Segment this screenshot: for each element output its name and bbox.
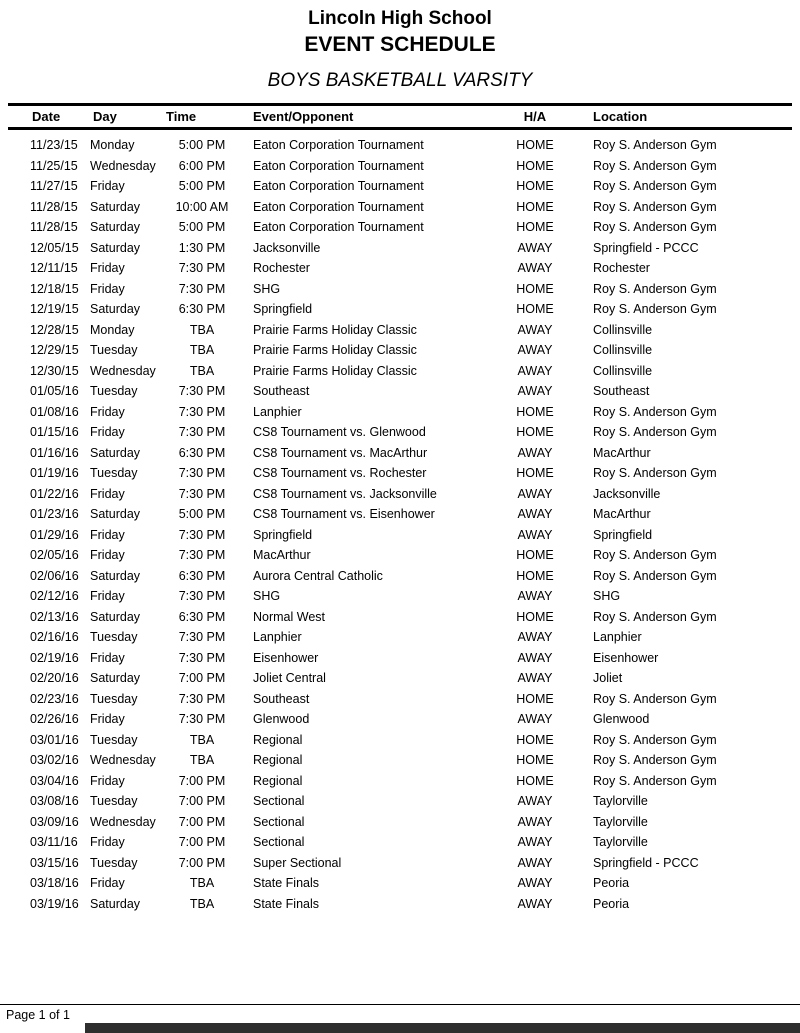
cell-event-opponent: Springfield <box>253 302 313 316</box>
table-row <box>8 853 792 874</box>
cell-day: Friday <box>90 425 125 439</box>
header-row <box>8 105 792 129</box>
cell-location: Roy S. Anderson Gym <box>593 158 717 173</box>
cell-home-away: HOME <box>516 568 554 583</box>
table-row <box>8 709 792 730</box>
cell-day: Tuesday <box>90 384 138 398</box>
cell-time: 7:30 PM <box>178 261 226 275</box>
cell-day: Wednesday <box>90 814 156 829</box>
cell-time: 5:00 PM <box>178 220 226 234</box>
cell-location: Jacksonville <box>593 486 661 501</box>
horizontal-scrollbar-thumb[interactable] <box>85 1023 800 1033</box>
cell-location: Roy S. Anderson Gym <box>593 220 717 234</box>
cell-day: Saturday <box>90 445 141 460</box>
cell-home-away: AWAY <box>517 876 553 890</box>
cell-event-opponent: Eaton Corporation Tournament <box>253 138 424 152</box>
cell-date: 03/09/16 <box>30 814 79 829</box>
table-row <box>8 238 792 259</box>
cell-time: 6:30 PM <box>178 445 226 460</box>
cell-day: Friday <box>90 261 125 275</box>
cell-date: 11/28/15 <box>30 199 78 214</box>
table-row <box>8 689 792 710</box>
cell-day: Tuesday <box>90 466 138 480</box>
cell-date: 02/06/16 <box>30 568 79 583</box>
cell-location: Glenwood <box>593 712 650 726</box>
cell-day: Tuesday <box>90 732 138 747</box>
cell-date: 02/05/16 <box>30 548 79 562</box>
cell-home-away: HOME <box>516 138 554 152</box>
cell-event-opponent: MacArthur <box>253 548 311 562</box>
table-row <box>8 402 792 423</box>
cell-date: 03/02/16 <box>30 753 79 767</box>
table-row <box>8 258 792 279</box>
table-row <box>8 771 792 792</box>
cell-date: 01/29/16 <box>30 527 79 542</box>
cell-day: Tuesday <box>90 855 138 870</box>
cell-time: 1:30 PM <box>178 240 226 255</box>
horizontal-scrollbar[interactable] <box>0 1023 800 1033</box>
cell-day: Friday <box>90 589 125 603</box>
cell-event-opponent: Rochester <box>253 261 310 275</box>
cell-location: Joliet <box>593 671 623 685</box>
cell-date: 01/08/16 <box>30 404 79 419</box>
cell-location: Roy S. Anderson Gym <box>593 753 717 767</box>
cell-event-opponent: Springfield <box>253 527 313 542</box>
cell-time: 5:00 PM <box>178 179 226 193</box>
cell-date: 03/18/16 <box>30 876 79 890</box>
cell-event-opponent: Regional <box>253 732 303 747</box>
column-header-day: Day <box>88 105 163 129</box>
table-row <box>8 627 792 648</box>
table-row <box>8 812 792 833</box>
cell-date: 01/15/16 <box>30 425 79 439</box>
cell-event-opponent: State Finals <box>253 896 320 911</box>
cell-event-opponent: Lanphier <box>253 630 302 644</box>
cell-location: Roy S. Anderson Gym <box>593 302 717 316</box>
cell-home-away: AWAY <box>517 794 553 808</box>
cell-day: Friday <box>90 835 125 849</box>
cell-time: 7:30 PM <box>178 466 226 480</box>
cell-location: Roy S. Anderson Gym <box>593 691 717 706</box>
team-subtitle: BOYS BASKETBALL VARSITY <box>267 70 533 91</box>
cell-date: 03/08/16 <box>30 794 79 808</box>
cell-time: 7:30 PM <box>178 589 226 603</box>
cell-location: MacArthur <box>593 507 651 521</box>
table-row <box>8 566 792 587</box>
cell-event-opponent: Prairie Farms Holiday Classic <box>253 363 417 378</box>
cell-location: Peoria <box>593 896 630 911</box>
cell-event-opponent: Eaton Corporation Tournament <box>253 220 424 234</box>
cell-location: SHG <box>593 589 621 603</box>
cell-day: Friday <box>90 548 125 562</box>
cell-event-opponent: State Finals <box>253 876 320 890</box>
cell-location: Roy S. Anderson Gym <box>593 404 717 419</box>
cell-home-away: AWAY <box>517 630 553 644</box>
table-row <box>8 545 792 566</box>
cell-event-opponent: Glenwood <box>253 712 310 726</box>
cell-event-opponent: Super Sectional <box>253 855 342 870</box>
cell-time: 7:30 PM <box>178 486 226 501</box>
cell-home-away: HOME <box>516 199 554 214</box>
table-row <box>8 832 792 853</box>
cell-home-away: HOME <box>516 466 554 480</box>
cell-location: Roy S. Anderson Gym <box>593 179 717 193</box>
table-row <box>8 750 792 771</box>
cell-day: Saturday <box>90 671 141 685</box>
cell-home-away: AWAY <box>517 855 553 870</box>
cell-home-away: AWAY <box>517 384 553 398</box>
cell-date: 12/29/15 <box>30 343 79 357</box>
cell-location: Rochester <box>593 261 650 275</box>
cell-home-away: AWAY <box>517 896 553 911</box>
cell-time: TBA <box>189 876 215 890</box>
column-header-date: Date <box>8 105 88 129</box>
cell-event-opponent: SHG <box>253 281 281 296</box>
cell-event-opponent: CS8 Tournament vs. Rochester <box>253 466 427 480</box>
table-row <box>8 361 792 382</box>
cell-home-away: AWAY <box>517 343 553 357</box>
cell-event-opponent: Southeast <box>253 691 310 706</box>
footer-divider <box>0 1004 800 1005</box>
cell-event-opponent: Sectional <box>253 814 305 829</box>
cell-event-opponent: CS8 Tournament vs. Glenwood <box>253 425 426 439</box>
cell-date: 01/22/16 <box>30 486 79 501</box>
cell-day: Tuesday <box>90 691 138 706</box>
page-title: EVENT SCHEDULE <box>304 33 496 56</box>
cell-location: Eisenhower <box>593 650 659 665</box>
cell-home-away: AWAY <box>517 671 553 685</box>
cell-date: 12/28/15 <box>30 322 79 337</box>
cell-location: Collinsville <box>593 343 653 357</box>
cell-home-away: AWAY <box>517 322 553 337</box>
cell-time: 10:00 AM <box>175 199 229 214</box>
cell-location: Springfield <box>593 527 653 542</box>
cell-event-opponent: CS8 Tournament vs. Eisenhower <box>253 507 435 521</box>
cell-home-away: HOME <box>516 753 554 767</box>
cell-day: Monday <box>90 138 135 152</box>
cell-home-away: HOME <box>516 773 554 788</box>
cell-location: Roy S. Anderson Gym <box>593 466 717 480</box>
cell-time: 6:30 PM <box>178 302 226 316</box>
cell-location: Taylorville <box>593 794 648 808</box>
cell-home-away: AWAY <box>517 712 553 726</box>
table-row <box>8 422 792 443</box>
cell-day: Tuesday <box>90 343 138 357</box>
cell-time: 7:30 PM <box>178 425 226 439</box>
cell-location: Roy S. Anderson Gym <box>593 548 717 562</box>
table-row <box>8 894 792 915</box>
table-row <box>8 586 792 607</box>
cell-date: 11/28/15 <box>30 220 78 234</box>
cell-day: Friday <box>90 404 125 419</box>
cell-date: 12/30/15 <box>30 363 79 378</box>
cell-event-opponent: Southeast <box>253 384 310 398</box>
cell-day: Friday <box>90 179 125 193</box>
cell-location: Roy S. Anderson Gym <box>593 732 717 747</box>
cell-date: 03/04/16 <box>30 773 79 788</box>
cell-date: 01/19/16 <box>30 466 79 480</box>
cell-day: Saturday <box>90 568 141 583</box>
cell-date: 02/12/16 <box>30 589 79 603</box>
cell-location: Roy S. Anderson Gym <box>593 281 717 296</box>
cell-time: TBA <box>189 896 215 911</box>
cell-home-away: HOME <box>516 281 554 296</box>
page-number-label: Page 1 of 1 <box>6 1008 70 1022</box>
cell-day: Saturday <box>90 240 141 255</box>
cell-day: Saturday <box>90 220 141 234</box>
table-row <box>8 607 792 628</box>
cell-location: Roy S. Anderson Gym <box>593 425 717 439</box>
cell-date: 11/27/15 <box>30 179 78 193</box>
table-row <box>8 381 792 402</box>
cell-location: Roy S. Anderson Gym <box>593 609 717 624</box>
cell-home-away: AWAY <box>517 261 553 275</box>
cell-event-opponent: Sectional <box>253 835 305 849</box>
cell-time: 7:00 PM <box>178 773 226 788</box>
cell-location: Roy S. Anderson Gym <box>593 568 717 583</box>
cell-date: 12/05/15 <box>30 240 79 255</box>
cell-location: Collinsville <box>593 322 653 337</box>
cell-time: 7:30 PM <box>178 691 226 706</box>
cell-day: Friday <box>90 773 125 788</box>
cell-home-away: AWAY <box>517 240 553 255</box>
cell-home-away: AWAY <box>517 507 553 521</box>
cell-date: 03/19/16 <box>30 896 79 911</box>
cell-event-opponent: Regional <box>253 773 303 788</box>
cell-event-opponent: CS8 Tournament vs. MacArthur <box>253 445 428 460</box>
cell-home-away: AWAY <box>517 363 553 378</box>
cell-time: TBA <box>189 753 215 767</box>
table-row <box>8 730 792 751</box>
cell-location: Peoria <box>593 876 630 890</box>
cell-day: Saturday <box>90 507 141 521</box>
cell-home-away: HOME <box>516 158 554 173</box>
table-row <box>8 340 792 361</box>
cell-time: 5:00 PM <box>178 507 226 521</box>
column-header-event-opponent: Event/Opponent <box>241 105 501 129</box>
cell-time: 7:30 PM <box>178 650 226 665</box>
cell-date: 03/11/16 <box>30 835 78 849</box>
cell-event-opponent: Jacksonville <box>253 240 321 255</box>
cell-date: 02/23/16 <box>30 691 79 706</box>
cell-event-opponent: Normal West <box>253 609 326 624</box>
column-header-home-away: H/A <box>501 105 569 129</box>
cell-date: 02/26/16 <box>30 712 79 726</box>
cell-home-away: HOME <box>516 302 554 316</box>
cell-home-away: AWAY <box>517 589 553 603</box>
cell-time: 7:30 PM <box>178 527 226 542</box>
cell-event-opponent: Eaton Corporation Tournament <box>253 179 424 193</box>
table-row <box>8 504 792 525</box>
cell-date: 12/18/15 <box>30 281 79 296</box>
cell-event-opponent: Sectional <box>253 794 305 808</box>
cell-home-away: AWAY <box>517 835 553 849</box>
cell-home-away: AWAY <box>517 650 553 665</box>
cell-home-away: HOME <box>516 691 554 706</box>
cell-home-away: HOME <box>516 404 554 419</box>
cell-event-opponent: Joliet Central <box>253 671 326 685</box>
cell-home-away: HOME <box>516 425 554 439</box>
table-row <box>8 648 792 669</box>
cell-day: Saturday <box>90 896 141 911</box>
cell-date: 11/25/15 <box>30 158 78 173</box>
cell-location: Taylorville <box>593 814 648 829</box>
table-row <box>8 463 792 484</box>
cell-event-opponent: CS8 Tournament vs. Jacksonville <box>253 486 437 501</box>
cell-day: Tuesday <box>90 794 138 808</box>
cell-date: 03/01/16 <box>30 732 79 747</box>
cell-home-away: HOME <box>516 548 554 562</box>
cell-home-away: AWAY <box>517 486 553 501</box>
cell-location: Roy S. Anderson Gym <box>593 773 717 788</box>
table-row <box>8 873 792 894</box>
table-row <box>8 279 792 300</box>
cell-time: 7:00 PM <box>178 835 226 849</box>
cell-time: 7:30 PM <box>178 712 226 726</box>
cell-day: Saturday <box>90 609 141 624</box>
cell-date: 01/23/16 <box>30 507 79 521</box>
cell-date: 02/20/16 <box>30 671 79 685</box>
cell-location: Springfield - PCCC <box>593 855 699 870</box>
table-row <box>8 197 792 218</box>
cell-home-away: AWAY <box>517 527 553 542</box>
cell-event-opponent: Prairie Farms Holiday Classic <box>253 343 417 357</box>
cell-time: 6:00 PM <box>178 158 226 173</box>
cell-date: 03/15/16 <box>30 855 79 870</box>
cell-day: Friday <box>90 527 125 542</box>
cell-time: 7:30 PM <box>178 384 226 398</box>
cell-time: 7:30 PM <box>178 404 226 419</box>
cell-location: Collinsville <box>593 363 653 378</box>
cell-day: Friday <box>90 281 125 296</box>
cell-day: Friday <box>90 650 125 665</box>
schedule-body <box>8 129 792 915</box>
cell-time: TBA <box>189 343 215 357</box>
cell-time: 7:00 PM <box>178 855 226 870</box>
cell-time: TBA <box>189 363 215 378</box>
cell-day: Friday <box>90 876 125 890</box>
table-row <box>8 443 792 464</box>
document-header <box>0 0 800 92</box>
cell-location: Roy S. Anderson Gym <box>593 138 717 152</box>
table-row <box>8 129 792 156</box>
cell-event-opponent: Eaton Corporation Tournament <box>253 158 424 173</box>
cell-time: 6:30 PM <box>178 568 226 583</box>
cell-time: 7:00 PM <box>178 794 226 808</box>
cell-event-opponent: Eisenhower <box>253 650 319 665</box>
cell-date: 01/05/16 <box>30 384 79 398</box>
cell-time: TBA <box>189 732 215 747</box>
cell-time: TBA <box>189 322 215 337</box>
cell-time: 7:00 PM <box>178 814 226 829</box>
table-row <box>8 156 792 177</box>
cell-time: 5:00 PM <box>178 138 226 152</box>
cell-day: Wednesday <box>90 363 156 378</box>
table-row <box>8 525 792 546</box>
table-row <box>8 176 792 197</box>
table-row <box>8 791 792 812</box>
cell-home-away: HOME <box>516 179 554 193</box>
cell-event-opponent: SHG <box>253 589 281 603</box>
cell-day: Wednesday <box>90 753 156 767</box>
cell-day: Saturday <box>90 199 141 214</box>
schedule-table <box>8 103 792 914</box>
cell-day: Friday <box>90 712 125 726</box>
school-name: Lincoln High School <box>308 8 492 29</box>
cell-event-opponent: Prairie Farms Holiday Classic <box>253 322 417 337</box>
column-header-location: Location <box>569 105 792 129</box>
cell-day: Monday <box>90 322 135 337</box>
cell-home-away: HOME <box>516 220 554 234</box>
cell-location: Springfield - PCCC <box>593 240 699 255</box>
cell-event-opponent: Lanphier <box>253 404 302 419</box>
cell-date: 02/13/16 <box>30 609 79 624</box>
cell-home-away: AWAY <box>517 814 553 829</box>
cell-time: 6:30 PM <box>178 609 226 624</box>
cell-time: 7:30 PM <box>178 548 226 562</box>
cell-event-opponent: Regional <box>253 753 303 767</box>
cell-location: MacArthur <box>593 445 651 460</box>
cell-time: 7:00 PM <box>178 671 226 685</box>
cell-date: 12/11/15 <box>30 261 78 275</box>
cell-day: Saturday <box>90 302 141 316</box>
cell-day: Wednesday <box>90 158 156 173</box>
cell-home-away: HOME <box>516 732 554 747</box>
cell-location: Taylorville <box>593 835 648 849</box>
cell-date: 02/16/16 <box>30 630 79 644</box>
cell-time: 7:30 PM <box>178 281 226 296</box>
cell-location: Southeast <box>593 384 650 398</box>
table-row <box>8 484 792 505</box>
table-row <box>8 320 792 341</box>
cell-location: Lanphier <box>593 630 642 644</box>
cell-event-opponent: Aurora Central Catholic <box>253 568 383 583</box>
cell-time: 7:30 PM <box>178 630 226 644</box>
cell-day: Tuesday <box>90 630 138 644</box>
cell-date: 11/23/15 <box>30 138 78 152</box>
cell-home-away: AWAY <box>517 445 553 460</box>
table-row <box>8 668 792 689</box>
cell-location: Roy S. Anderson Gym <box>593 199 717 214</box>
table-row <box>8 217 792 238</box>
cell-event-opponent: Eaton Corporation Tournament <box>253 199 424 214</box>
schedule-table-header <box>8 105 792 129</box>
column-header-time: Time <box>163 105 241 129</box>
cell-date: 02/19/16 <box>30 650 79 665</box>
table-row <box>8 299 792 320</box>
cell-day: Friday <box>90 486 125 501</box>
cell-date: 12/19/15 <box>30 302 79 316</box>
cell-date: 01/16/16 <box>30 445 79 460</box>
cell-home-away: HOME <box>516 609 554 624</box>
